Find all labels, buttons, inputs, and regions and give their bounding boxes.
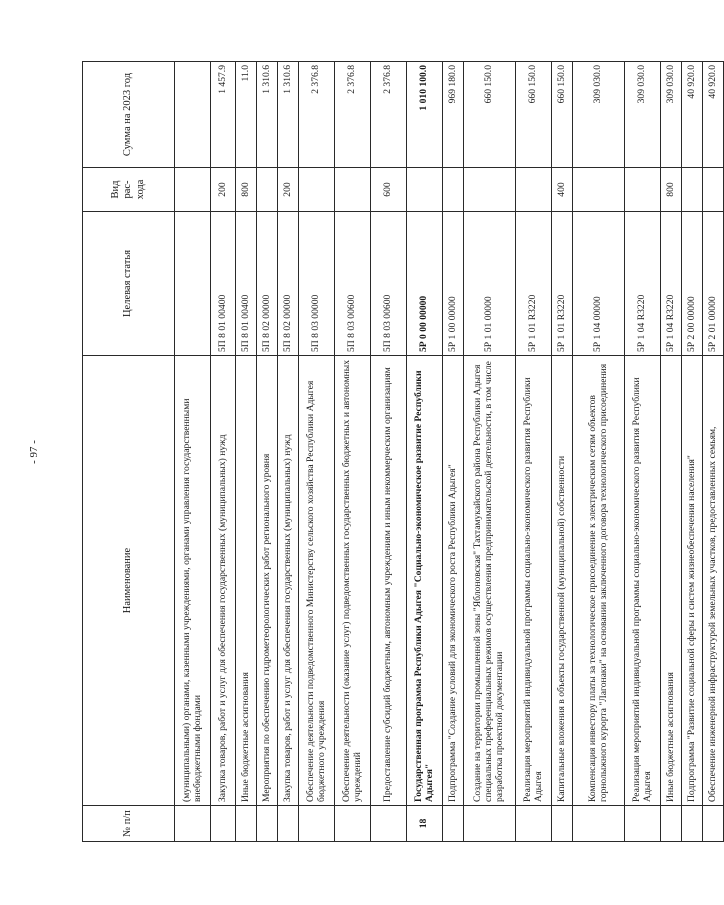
- table-header-row: [83, 62, 175, 842]
- row-sum: 969 180.0: [443, 62, 464, 168]
- row-expense-type: 600: [371, 168, 407, 212]
- row-expense-type: 800: [236, 168, 257, 212]
- row-name: Обеспечение деятельности (оказание услуг) подведомственных государственных бюджетных и автономных учреждений: [335, 356, 371, 806]
- row-number: [299, 806, 335, 842]
- row-number: [371, 806, 407, 842]
- header-name: Наименование: [83, 356, 175, 806]
- row-name: Компенсация инвестору платы за технологическое присоединение к электрическим сетям объектов горнолыжного курорта "Лагонаки" на основании заключенного договора технологического присоединения: [573, 356, 625, 806]
- row-target-article: 5Р 2 00 00000: [682, 212, 703, 356]
- row-name: Государственная программа Республики Адыгея "Социально-экономическое развитие Республики Адыгея": [407, 356, 443, 806]
- row-name: Создание на территории промышленной зоны "Яблоновская" Тахтамукайского района Республики Адыгея специальных преференциальных режимов осуществления предпринимательской деятельности, в том числе разработка проектной документации: [464, 356, 516, 806]
- budget-table: [82, 61, 724, 842]
- row-name: Иные бюджетные ассигнования: [661, 356, 682, 806]
- row-number: [335, 806, 371, 842]
- row-sum: 1 310.6: [278, 62, 299, 168]
- row-expense-type: [335, 168, 371, 212]
- table-row: [257, 62, 278, 842]
- table-row: [552, 62, 573, 842]
- row-expense-type: [573, 168, 625, 212]
- row-expense-type: [516, 168, 552, 212]
- row-target-article: 5П 8 03 00600: [335, 212, 371, 356]
- row-expense-type: [625, 168, 661, 212]
- row-name: Закупка товаров, работ и услуг для обеспечения государственных (муниципальных) нужд: [211, 356, 236, 806]
- row-sum: 309 030.0: [573, 62, 625, 168]
- table-row: [335, 62, 371, 842]
- row-target-article: 5Р 1 00 00000: [443, 212, 464, 356]
- table-row: [211, 62, 236, 842]
- page-number: - 97 -: [28, 440, 40, 464]
- table-row: [236, 62, 257, 842]
- table-row: [661, 62, 682, 842]
- row-number: [211, 806, 236, 842]
- header-number: № п/п: [83, 806, 175, 842]
- table-row: [443, 62, 464, 842]
- row-number: [661, 806, 682, 842]
- row-target-article: 5П 8 01 00400: [236, 212, 257, 356]
- table-row: [278, 62, 299, 842]
- row-number: [552, 806, 573, 842]
- row-expense-type: [682, 168, 703, 212]
- row-sum: 40 920.0: [703, 62, 724, 168]
- header-expense-type: Вид рас-хода: [83, 168, 175, 212]
- row-name: Подпрограмма "Развитие социальной сферы и систем жизнеобеспечения населения": [682, 356, 703, 806]
- table-row: [464, 62, 516, 842]
- row-target-article: 5П 8 03 00000: [299, 212, 335, 356]
- row-name: Реализация мероприятий индивидуальной программы социально-экономического развития Республики Адыгея: [625, 356, 661, 806]
- row-number: [703, 806, 724, 842]
- row-expense-type: [443, 168, 464, 212]
- row-name: Предоставление субсидий бюджетным, автономным учреждениям и иным некоммерческим организациям: [371, 356, 407, 806]
- row-sum: [175, 62, 211, 168]
- row-number: [257, 806, 278, 842]
- header-sum-2023: Сумма на 2023 год: [83, 62, 175, 168]
- row-expense-type: [175, 168, 211, 212]
- row-expense-type: 400: [552, 168, 573, 212]
- row-sum: 11.0: [236, 62, 257, 168]
- row-name: Обеспечение деятельности подведомственного Министерству сельского хозяйства Республики Адыгея бюджетного учреждения: [299, 356, 335, 806]
- table-row: [625, 62, 661, 842]
- row-sum: 1 310.6: [257, 62, 278, 168]
- row-target-article: 5Р 2 01 00000: [703, 212, 724, 356]
- table-row: [299, 62, 335, 842]
- row-number: [175, 806, 211, 842]
- budget-table-page: [82, 62, 718, 842]
- table-row: [407, 62, 443, 842]
- row-target-article: 5Р 1 04 R3220: [661, 212, 682, 356]
- row-sum: 660 150.0: [516, 62, 552, 168]
- row-target-article: 5П 8 02 00000: [257, 212, 278, 356]
- table-row: [703, 62, 724, 842]
- row-target-article: 5П 8 01 00400: [211, 212, 236, 356]
- row-number: [443, 806, 464, 842]
- row-expense-type: 200: [211, 168, 236, 212]
- row-expense-type: [299, 168, 335, 212]
- row-number: [278, 806, 299, 842]
- row-number: [625, 806, 661, 842]
- row-target-article: 5Р 1 01 R3220: [552, 212, 573, 356]
- row-number: [573, 806, 625, 842]
- row-sum: 309 030.0: [625, 62, 661, 168]
- table-row: [573, 62, 625, 842]
- row-expense-type: [407, 168, 443, 212]
- row-sum: 1 010 100.0: [407, 62, 443, 168]
- row-name: Реализация мероприятий индивидуальной программы социально-экономического развития Республики Адыгея: [516, 356, 552, 806]
- row-target-article: 5Р 1 04 00000: [573, 212, 625, 356]
- row-sum: 2 376.8: [371, 62, 407, 168]
- row-number: [464, 806, 516, 842]
- row-sum: 2 376.8: [335, 62, 371, 168]
- row-number: [236, 806, 257, 842]
- table-row: [516, 62, 552, 842]
- row-sum: 309 030.0: [661, 62, 682, 168]
- row-expense-type: [464, 168, 516, 212]
- table-row: [371, 62, 407, 842]
- row-sum: 2 376.8: [299, 62, 335, 168]
- row-sum: 1 457.9: [211, 62, 236, 168]
- row-expense-type: [703, 168, 724, 212]
- row-number: [516, 806, 552, 842]
- row-expense-type: 800: [661, 168, 682, 212]
- row-number: [682, 806, 703, 842]
- table-row: [175, 62, 211, 842]
- row-name: Подпрограмма "Создание условий для экономического роста Республики Адыгея": [443, 356, 464, 806]
- row-name: Иные бюджетные ассигнования: [236, 356, 257, 806]
- row-name: Обеспечение инженерной инфраструктурой земельных участков, предоставленных семьям,: [703, 356, 724, 806]
- row-sum: 660 150.0: [552, 62, 573, 168]
- row-sum: 40 920.0: [682, 62, 703, 168]
- row-target-article: 5Р 1 04 R3220: [625, 212, 661, 356]
- table-row: [682, 62, 703, 842]
- row-target-article: 5Р 0 00 00000: [407, 212, 443, 356]
- row-name: Мероприятия по обеспечению гидрометеорологических работ регионального уровня: [257, 356, 278, 806]
- row-expense-type: 200: [278, 168, 299, 212]
- row-target-article: 5П 8 02 00000: [278, 212, 299, 356]
- row-target-article: [175, 212, 211, 356]
- row-name: Капитальные вложения в объекты государственной (муниципальной) собственности: [552, 356, 573, 806]
- row-target-article: 5Р 1 01 00000: [464, 212, 516, 356]
- row-sum: 660 150.0: [464, 62, 516, 168]
- row-number: 18: [407, 806, 443, 842]
- row-expense-type: [257, 168, 278, 212]
- row-name: (муниципальными) органами, казенными учреждениями, органами управления государственными внебюджетными фондами: [175, 356, 211, 806]
- row-target-article: 5П 8 03 00600: [371, 212, 407, 356]
- row-name: Закупка товаров, работ и услуг для обеспечения государственных (муниципальных) нужд: [278, 356, 299, 806]
- row-target-article: 5Р 1 01 R3220: [516, 212, 552, 356]
- header-target-article: Целевая статья: [83, 212, 175, 356]
